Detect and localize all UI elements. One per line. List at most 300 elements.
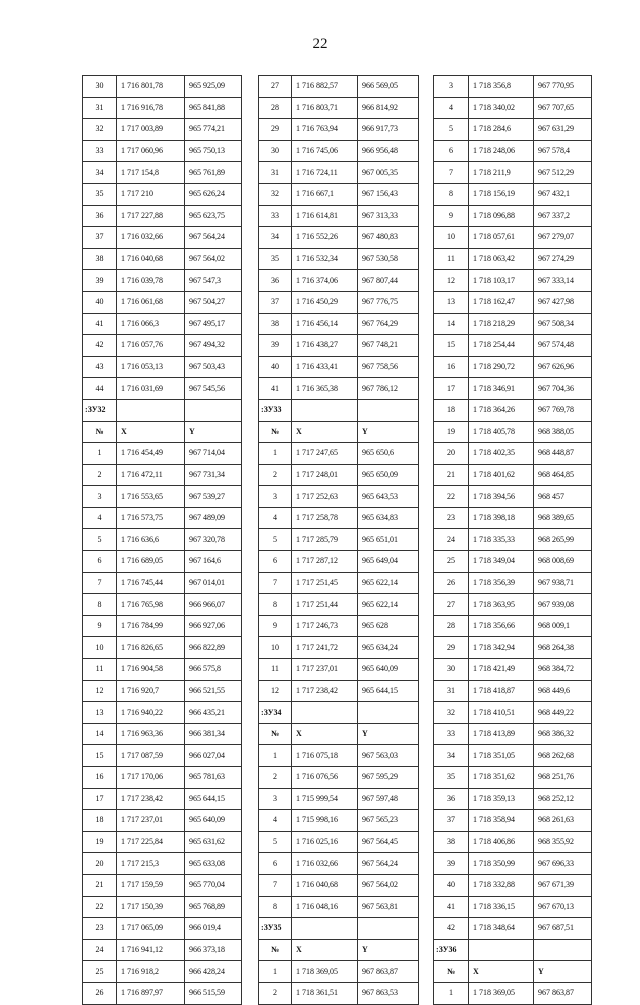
x-coordinate-cell: 1 718 218,29 (469, 313, 534, 335)
x-coordinate-cell: 1 718 350,99 (469, 853, 534, 875)
x-coordinate-cell: 1 717 150,39 (117, 896, 185, 918)
y-coordinate-cell: 967 578,4 (534, 140, 592, 162)
x-coordinate-cell: 1 716 456,14 (292, 313, 358, 335)
x-coordinate-cell: 1 718 290,72 (469, 356, 534, 378)
x-coordinate-cell: 1 717 065,09 (117, 918, 185, 940)
x-coordinate-cell: 1 716 025,16 (292, 831, 358, 853)
x-coordinate-cell: 1 717 170,06 (117, 767, 185, 789)
table-row (434, 399, 592, 421)
y-coordinate-cell: 967 337,2 (534, 205, 592, 227)
y-coordinate-cell: 965 925,09 (185, 76, 242, 98)
table-row (434, 291, 592, 313)
y-coordinate-cell: 967 014,01 (185, 572, 242, 594)
y-coordinate-cell: 968 384,72 (534, 659, 592, 681)
table-row (434, 97, 592, 119)
x-coordinate-cell: 1 718 063,42 (469, 248, 534, 270)
point-number-cell: 37 (434, 810, 469, 832)
y-coordinate-cell: 967 863,87 (358, 961, 419, 983)
point-number-cell: 32 (259, 183, 292, 205)
x-coordinate-cell: X (117, 421, 185, 443)
table-row (83, 918, 242, 940)
point-number-cell: 9 (83, 615, 117, 637)
point-number-cell: 19 (434, 421, 469, 443)
y-coordinate-cell: 967 564,02 (358, 874, 419, 896)
point-number-cell: 5 (83, 529, 117, 551)
x-coordinate-cell: 1 715 999,54 (292, 788, 358, 810)
point-number-cell: 3 (259, 788, 292, 810)
x-coordinate-cell: 1 717 237,01 (292, 659, 358, 681)
point-number-cell: 23 (434, 507, 469, 529)
point-number-cell: 9 (434, 205, 469, 227)
point-number-cell: 22 (434, 486, 469, 508)
table-row (83, 183, 242, 205)
point-number-cell: 12 (434, 270, 469, 292)
point-number-cell: 39 (83, 270, 117, 292)
y-coordinate-cell: 966 373,18 (185, 939, 242, 961)
table-row (259, 853, 419, 875)
table-row (434, 335, 592, 357)
point-number-cell: 25 (83, 961, 117, 983)
table-row (83, 594, 242, 616)
x-coordinate-cell: 1 718 351,05 (469, 745, 534, 767)
x-coordinate-cell: 1 717 225,84 (117, 831, 185, 853)
y-coordinate-cell: 967 530,58 (358, 248, 419, 270)
y-coordinate-cell: 965 761,89 (185, 162, 242, 184)
y-coordinate-cell: 966 027,04 (185, 745, 242, 767)
y-coordinate-cell: 967 671,39 (534, 874, 592, 896)
table-row (83, 939, 242, 961)
y-coordinate-cell: 965 622,14 (358, 594, 419, 616)
point-number-cell: 8 (259, 594, 292, 616)
coordinates-table-right (433, 75, 592, 1005)
point-number-cell: 3 (259, 486, 292, 508)
table-row (259, 486, 419, 508)
y-coordinate-cell: 968 008,69 (534, 551, 592, 573)
table-row (434, 313, 592, 335)
x-coordinate-cell: 1 716 920,7 (117, 680, 185, 702)
table-row (83, 507, 242, 529)
section-label-cell: :ЗУ36 (434, 939, 469, 961)
x-coordinate-cell: 1 716 882,57 (292, 76, 358, 98)
x-coordinate-cell: 1 718 401,62 (469, 464, 534, 486)
x-coordinate-cell: 1 718 057,61 (469, 227, 534, 249)
x-coordinate-cell: 1 716 904,58 (117, 659, 185, 681)
y-coordinate-cell: 966 428,24 (185, 961, 242, 983)
y-coordinate-cell: 965 770,04 (185, 874, 242, 896)
table-row (259, 745, 419, 767)
point-number-cell: 2 (259, 464, 292, 486)
table-header-row (83, 421, 242, 443)
x-coordinate-cell: 1 718 351,62 (469, 767, 534, 789)
point-number-cell: 3 (434, 76, 469, 98)
x-coordinate-cell: 1 716 075,18 (292, 745, 358, 767)
section-label-cell: :ЗУ32 (83, 399, 117, 421)
y-coordinate-cell: 968 448,87 (534, 443, 592, 465)
y-coordinate-cell: 967 320,78 (185, 529, 242, 551)
y-coordinate-cell: 967 563,81 (358, 896, 419, 918)
y-coordinate-cell: 968 386,32 (534, 723, 592, 745)
table-row (83, 788, 242, 810)
y-coordinate-cell: Y (358, 723, 419, 745)
y-coordinate-cell: 966 822,89 (185, 637, 242, 659)
table-row (83, 140, 242, 162)
y-coordinate-cell: 967 626,96 (534, 356, 592, 378)
x-coordinate-cell: 1 717 251,44 (292, 594, 358, 616)
section-label-row (434, 939, 592, 961)
table-row (434, 702, 592, 724)
y-coordinate-cell: 965 631,62 (185, 831, 242, 853)
x-coordinate-cell (292, 399, 358, 421)
y-coordinate-cell (534, 939, 592, 961)
x-coordinate-cell: 1 717 252,63 (292, 486, 358, 508)
y-coordinate-cell: 965 643,53 (358, 486, 419, 508)
point-number-cell: 34 (434, 745, 469, 767)
table-row (259, 507, 419, 529)
point-number-cell: 30 (259, 140, 292, 162)
x-coordinate-cell: X (292, 939, 358, 961)
point-number-cell: 13 (83, 702, 117, 724)
point-number-cell: 25 (434, 551, 469, 573)
point-number-cell: 5 (434, 119, 469, 141)
point-number-cell: 10 (83, 637, 117, 659)
y-coordinate-cell: 967 807,44 (358, 270, 419, 292)
table-row (259, 874, 419, 896)
y-coordinate-cell: 968 388,05 (534, 421, 592, 443)
point-number-cell: 5 (259, 831, 292, 853)
x-coordinate-cell: 1 716 745,44 (117, 572, 185, 594)
point-number-cell: 6 (259, 551, 292, 573)
x-coordinate-cell: 1 717 241,72 (292, 637, 358, 659)
x-coordinate-cell (469, 939, 534, 961)
table-row (259, 529, 419, 551)
point-number-cell: 17 (434, 378, 469, 400)
y-coordinate-cell: Y (185, 421, 242, 443)
table-row (434, 637, 592, 659)
x-coordinate-cell: 1 718 254,44 (469, 335, 534, 357)
x-coordinate-cell: 1 717 246,73 (292, 615, 358, 637)
table-row (434, 810, 592, 832)
y-coordinate-cell: 967 564,02 (185, 248, 242, 270)
point-number-cell: 39 (259, 335, 292, 357)
x-coordinate-cell: 1 718 406,86 (469, 831, 534, 853)
point-number-cell: 4 (259, 810, 292, 832)
point-number-cell: 31 (259, 162, 292, 184)
table-row (83, 378, 242, 400)
x-coordinate-cell: 1 717 238,42 (117, 788, 185, 810)
x-coordinate-cell: 1 716 636,6 (117, 529, 185, 551)
point-number-cell: 27 (434, 594, 469, 616)
point-number-cell: 41 (83, 313, 117, 335)
point-number-cell: 29 (434, 637, 469, 659)
x-coordinate-cell: 1 716 040,68 (292, 874, 358, 896)
table-row (434, 529, 592, 551)
y-coordinate-cell: 967 574,48 (534, 335, 592, 357)
x-coordinate-cell: 1 716 763,94 (292, 119, 358, 141)
point-number-cell: 11 (434, 248, 469, 270)
table-row (434, 874, 592, 896)
y-coordinate-cell: 967 274,29 (534, 248, 592, 270)
point-number-cell: 42 (434, 918, 469, 940)
x-coordinate-cell: 1 716 365,38 (292, 378, 358, 400)
table-row (259, 572, 419, 594)
table-row (83, 356, 242, 378)
x-coordinate-cell: 1 716 614,81 (292, 205, 358, 227)
table-row (83, 529, 242, 551)
point-number-cell: 7 (83, 572, 117, 594)
point-number-cell: № (434, 961, 469, 983)
table-row (259, 767, 419, 789)
point-number-cell: 23 (83, 918, 117, 940)
y-coordinate-cell: 967 504,27 (185, 291, 242, 313)
table-row (434, 248, 592, 270)
point-number-cell: 10 (434, 227, 469, 249)
table-row (83, 723, 242, 745)
point-number-cell: 26 (83, 982, 117, 1004)
point-number-cell: 26 (434, 572, 469, 594)
y-coordinate-cell: 968 449,22 (534, 702, 592, 724)
x-coordinate-cell: 1 716 667,1 (292, 183, 358, 205)
x-coordinate-cell: 1 717 003,89 (117, 119, 185, 141)
x-coordinate-cell: 1 716 724,11 (292, 162, 358, 184)
point-number-cell: 29 (259, 119, 292, 141)
table-row (434, 162, 592, 184)
y-coordinate-cell: 967 564,45 (358, 831, 419, 853)
x-coordinate-cell: 1 716 689,05 (117, 551, 185, 573)
y-coordinate-cell: 968 251,76 (534, 767, 592, 789)
table-header-row (259, 723, 419, 745)
y-coordinate-cell: 966 575,8 (185, 659, 242, 681)
table-row (259, 162, 419, 184)
x-coordinate-cell: 1 718 359,13 (469, 788, 534, 810)
point-number-cell: 9 (259, 615, 292, 637)
x-coordinate-cell: 1 717 287,12 (292, 551, 358, 573)
table-row (83, 227, 242, 249)
table-row (83, 874, 242, 896)
point-number-cell: 15 (434, 335, 469, 357)
y-coordinate-cell: 967 597,48 (358, 788, 419, 810)
table-row (434, 788, 592, 810)
x-coordinate-cell: 1 716 031,69 (117, 378, 185, 400)
y-coordinate-cell: 967 748,21 (358, 335, 419, 357)
y-coordinate-cell: 968 355,92 (534, 831, 592, 853)
x-coordinate-cell: 1 716 801,78 (117, 76, 185, 98)
point-number-cell: № (259, 421, 292, 443)
x-coordinate-cell: 1 716 552,26 (292, 227, 358, 249)
y-coordinate-cell: 967 939,08 (534, 594, 592, 616)
y-coordinate-cell: 967 564,24 (185, 227, 242, 249)
x-coordinate-cell: 1 716 803,71 (292, 97, 358, 119)
point-number-cell: 16 (434, 356, 469, 378)
y-coordinate-cell: 967 545,56 (185, 378, 242, 400)
table-row (83, 291, 242, 313)
x-coordinate-cell: 1 718 103,17 (469, 270, 534, 292)
table-row (259, 205, 419, 227)
x-coordinate-cell: 1 718 248,06 (469, 140, 534, 162)
y-coordinate-cell: 967 005,35 (358, 162, 419, 184)
table-row (434, 594, 592, 616)
y-coordinate-cell: 967 156,43 (358, 183, 419, 205)
y-coordinate-cell: 967 503,43 (185, 356, 242, 378)
y-coordinate-cell: 965 644,15 (358, 680, 419, 702)
x-coordinate-cell: 1 716 784,99 (117, 615, 185, 637)
y-coordinate-cell: 965 634,83 (358, 507, 419, 529)
y-coordinate-cell: 968 262,68 (534, 745, 592, 767)
y-coordinate-cell: 966 435,21 (185, 702, 242, 724)
x-coordinate-cell: 1 718 162,47 (469, 291, 534, 313)
y-coordinate-cell: 967 631,29 (534, 119, 592, 141)
x-coordinate-cell: 1 718 398,18 (469, 507, 534, 529)
x-coordinate-cell: 1 718 421,49 (469, 659, 534, 681)
y-coordinate-cell (358, 399, 419, 421)
y-coordinate-cell (185, 399, 242, 421)
table-row (434, 205, 592, 227)
y-coordinate-cell: 965 623,75 (185, 205, 242, 227)
y-coordinate-cell: 968 449,6 (534, 680, 592, 702)
point-number-cell: 35 (83, 183, 117, 205)
x-coordinate-cell: 1 716 053,13 (117, 356, 185, 378)
y-coordinate-cell: 967 696,33 (534, 853, 592, 875)
x-coordinate-cell: 1 718 361,51 (292, 982, 358, 1004)
x-coordinate-cell: 1 718 211,9 (469, 162, 534, 184)
table-row (259, 76, 419, 98)
point-number-cell: 32 (434, 702, 469, 724)
table-row (434, 76, 592, 98)
table-row (83, 680, 242, 702)
x-coordinate-cell: 1 717 251,45 (292, 572, 358, 594)
table-row (434, 507, 592, 529)
x-coordinate-cell: 1 718 356,8 (469, 76, 534, 98)
y-coordinate-cell: 965 650,09 (358, 464, 419, 486)
point-number-cell: 38 (83, 248, 117, 270)
y-coordinate-cell: 965 634,24 (358, 637, 419, 659)
table-row (259, 248, 419, 270)
table-row (259, 291, 419, 313)
point-number-cell: 21 (434, 464, 469, 486)
x-coordinate-cell (117, 399, 185, 421)
point-number-cell: 22 (83, 896, 117, 918)
x-coordinate-cell: 1 716 826,65 (117, 637, 185, 659)
table-row (434, 356, 592, 378)
table-row (83, 659, 242, 681)
point-number-cell: 33 (434, 723, 469, 745)
y-coordinate-cell: 966 956,48 (358, 140, 419, 162)
table-row (434, 982, 592, 1004)
x-coordinate-cell: 1 716 048,16 (292, 896, 358, 918)
table-row (83, 982, 242, 1004)
point-number-cell: 14 (83, 723, 117, 745)
x-coordinate-cell: 1 718 356,39 (469, 572, 534, 594)
point-number-cell: 1 (259, 443, 292, 465)
y-coordinate-cell: 967 758,56 (358, 356, 419, 378)
page-number: 22 (312, 36, 328, 52)
table-row (259, 97, 419, 119)
table-row (434, 723, 592, 745)
table-row (434, 831, 592, 853)
table-row (259, 788, 419, 810)
point-number-cell: 11 (83, 659, 117, 681)
y-coordinate-cell (358, 918, 419, 940)
y-coordinate-cell: 967 670,13 (534, 896, 592, 918)
point-number-cell: 2 (259, 982, 292, 1004)
section-label-row (259, 702, 419, 724)
x-coordinate-cell: 1 718 340,02 (469, 97, 534, 119)
point-number-cell: 4 (434, 97, 469, 119)
point-number-cell: 6 (434, 140, 469, 162)
y-coordinate-cell: 965 622,14 (358, 572, 419, 594)
y-coordinate-cell: 967 480,83 (358, 227, 419, 249)
y-coordinate-cell (358, 702, 419, 724)
y-coordinate-cell: 968 261,63 (534, 810, 592, 832)
y-coordinate-cell: 966 019,4 (185, 918, 242, 940)
x-coordinate-cell: 1 716 450,29 (292, 291, 358, 313)
table-row (259, 119, 419, 141)
point-number-cell: 1 (83, 443, 117, 465)
table-row (83, 270, 242, 292)
point-number-cell: 19 (83, 831, 117, 853)
point-number-cell: 39 (434, 853, 469, 875)
y-coordinate-cell: 967 565,23 (358, 810, 419, 832)
table-row (434, 183, 592, 205)
table-row (434, 464, 592, 486)
x-coordinate-cell: 1 717 159,59 (117, 874, 185, 896)
x-coordinate-cell: 1 716 532,34 (292, 248, 358, 270)
table-row (434, 486, 592, 508)
x-coordinate-cell: 1 718 336,15 (469, 896, 534, 918)
table-row (83, 97, 242, 119)
y-coordinate-cell: 965 781,63 (185, 767, 242, 789)
y-coordinate-cell: 967 512,29 (534, 162, 592, 184)
table-row (259, 637, 419, 659)
y-coordinate-cell: 968 009,1 (534, 615, 592, 637)
point-number-cell: 28 (259, 97, 292, 119)
point-number-cell: 30 (434, 659, 469, 681)
point-number-cell: 8 (83, 594, 117, 616)
point-number-cell: 7 (259, 874, 292, 896)
table-row (259, 810, 419, 832)
x-coordinate-cell: 1 718 342,94 (469, 637, 534, 659)
table-row (83, 464, 242, 486)
point-number-cell: 7 (259, 572, 292, 594)
point-number-cell: 6 (259, 853, 292, 875)
point-number-cell: 38 (259, 313, 292, 335)
coordinates-table-middle (258, 75, 419, 1005)
table-row (434, 421, 592, 443)
table-row (83, 335, 242, 357)
point-number-cell: 37 (259, 291, 292, 313)
y-coordinate-cell: 966 521,55 (185, 680, 242, 702)
y-coordinate-cell: 967 764,29 (358, 313, 419, 335)
y-coordinate-cell: 966 381,34 (185, 723, 242, 745)
x-coordinate-cell: 1 718 394,56 (469, 486, 534, 508)
point-number-cell: 42 (83, 335, 117, 357)
x-coordinate-cell: 1 717 154,8 (117, 162, 185, 184)
point-number-cell: 41 (259, 378, 292, 400)
point-number-cell: № (259, 939, 292, 961)
y-coordinate-cell: 966 917,73 (358, 119, 419, 141)
table-row (434, 140, 592, 162)
point-number-cell: 2 (259, 767, 292, 789)
x-coordinate-cell: 1 716 433,41 (292, 356, 358, 378)
point-number-cell: 31 (83, 97, 117, 119)
point-number-cell: 35 (259, 248, 292, 270)
point-number-cell: 1 (259, 961, 292, 983)
x-coordinate-cell: X (292, 421, 358, 443)
y-coordinate-cell: 968 389,65 (534, 507, 592, 529)
y-coordinate-cell: 967 427,98 (534, 291, 592, 313)
point-number-cell: 17 (83, 788, 117, 810)
x-coordinate-cell: 1 717 285,79 (292, 529, 358, 551)
point-number-cell: 27 (259, 76, 292, 98)
